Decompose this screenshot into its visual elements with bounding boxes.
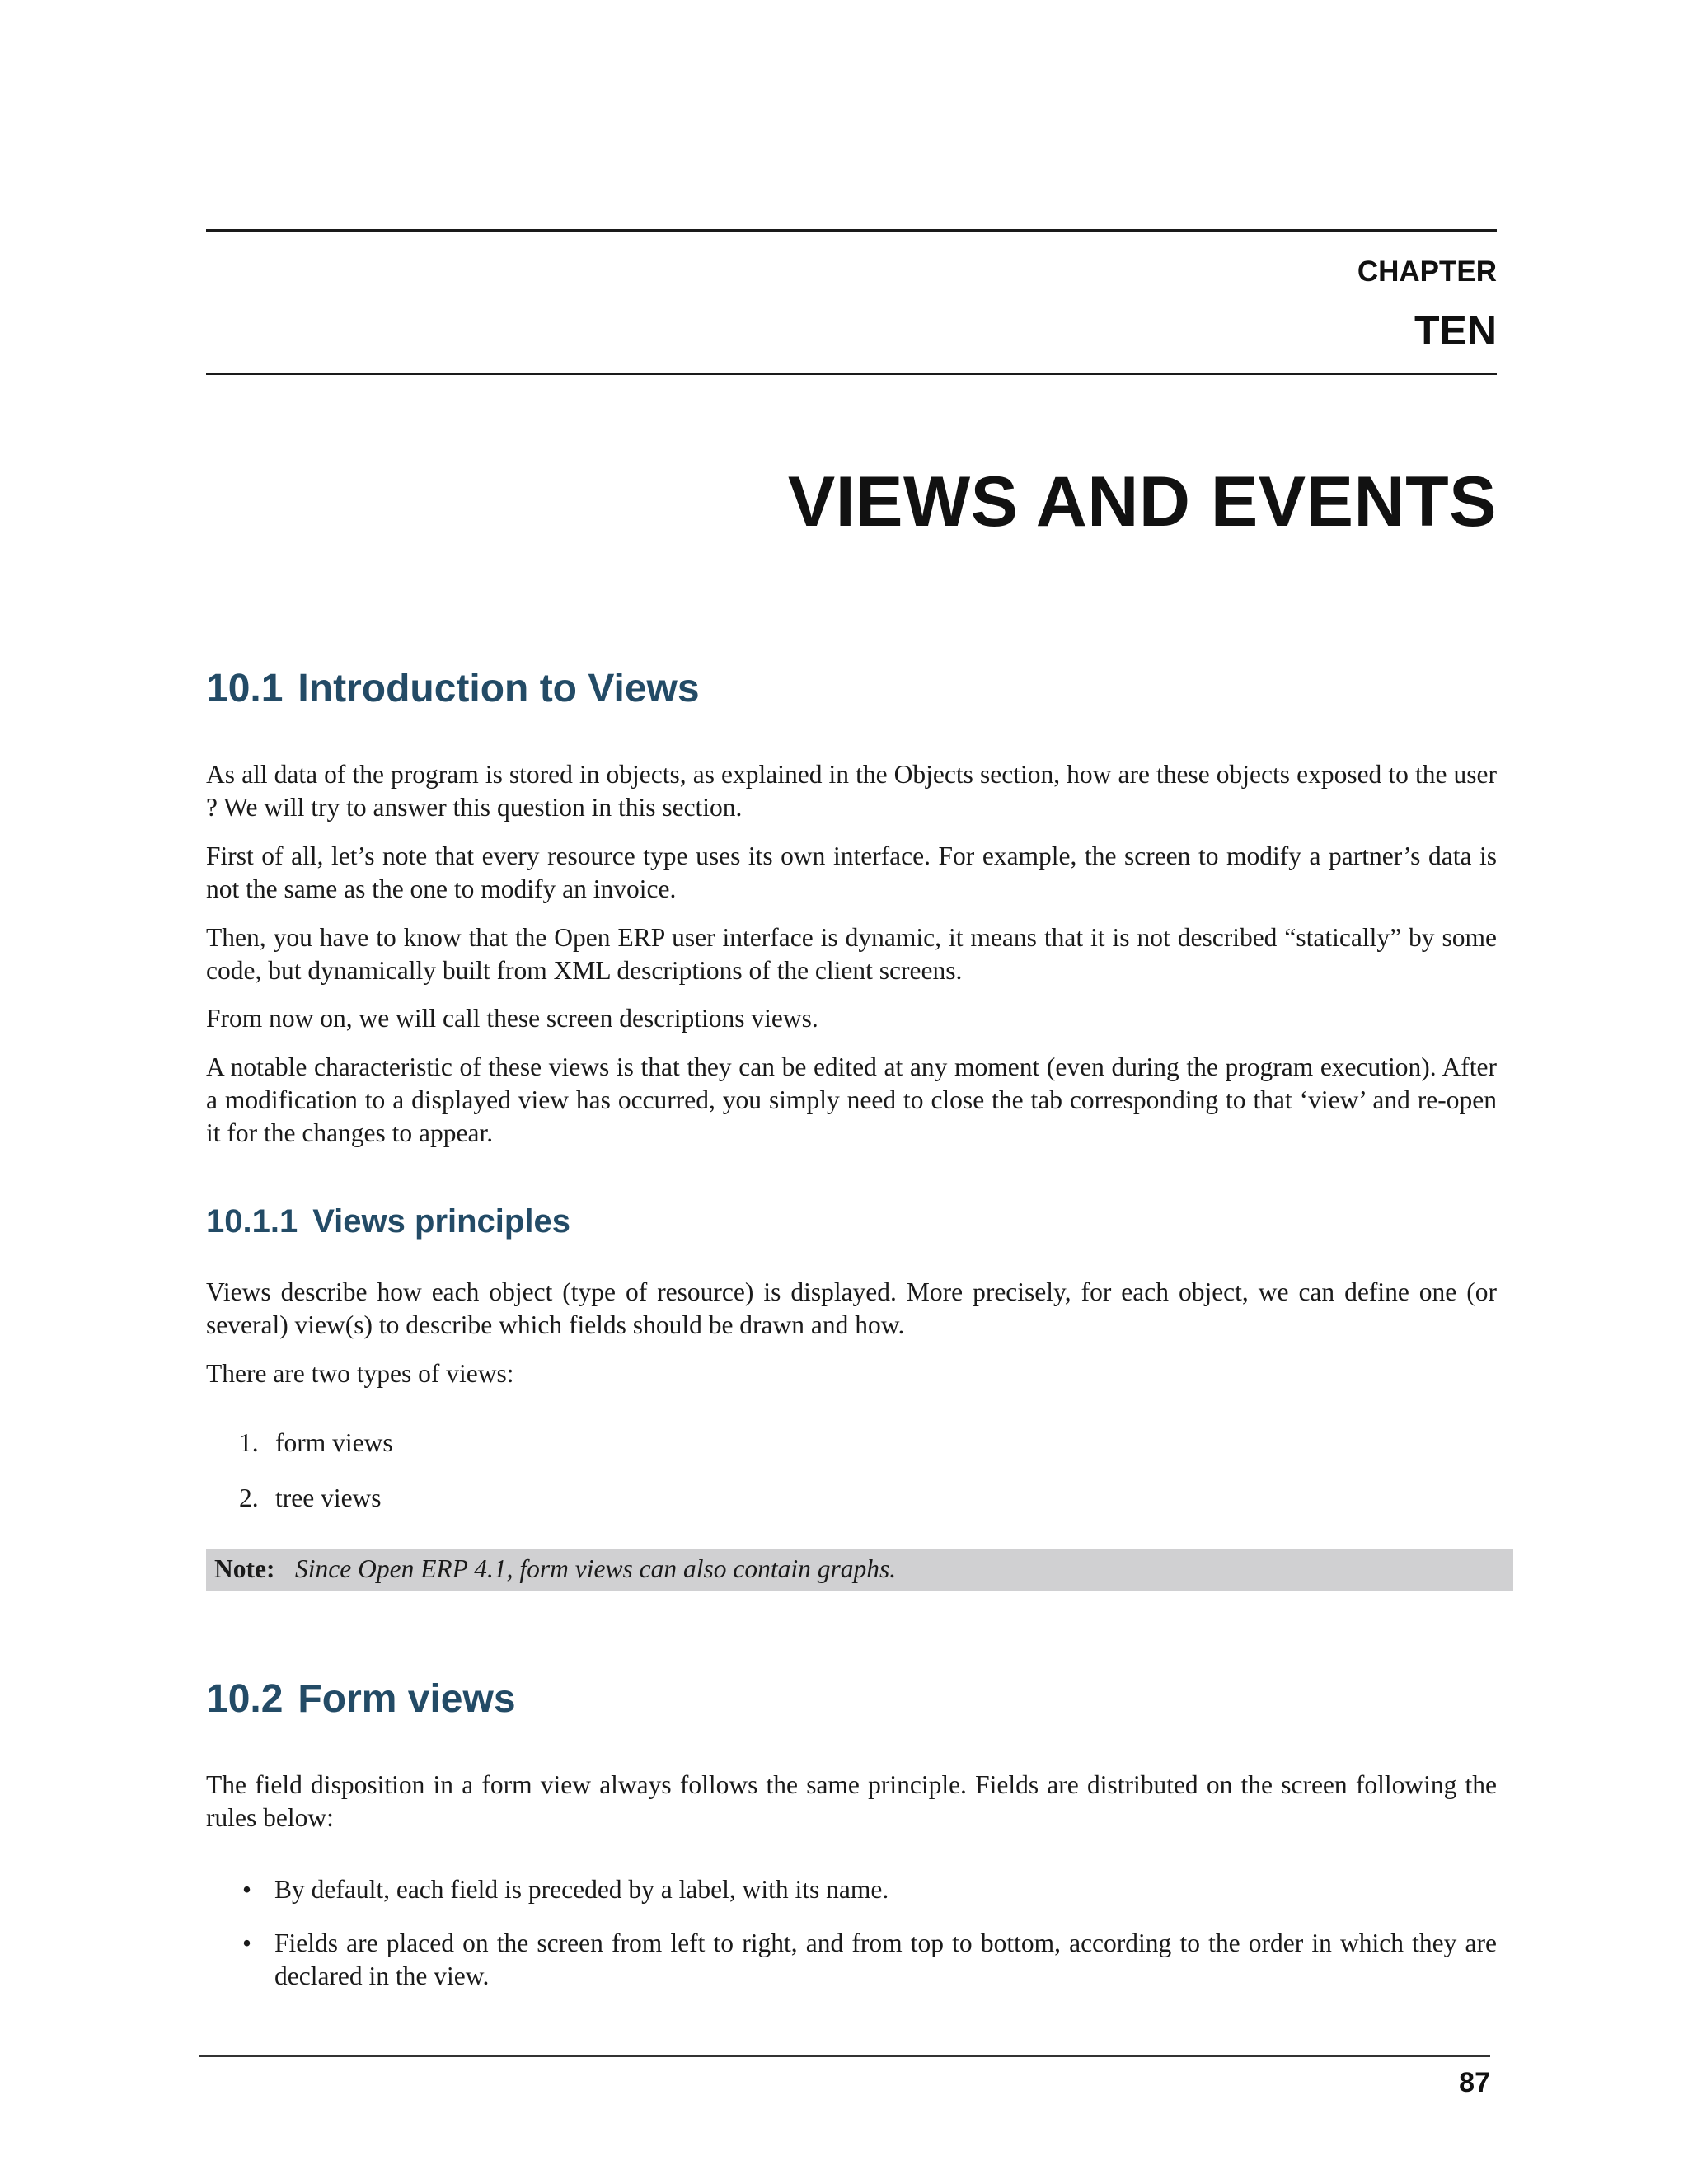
section-number: 10.1 xyxy=(206,667,284,710)
section-number: 10.1.1 xyxy=(206,1203,298,1240)
paragraph: First of all, let’s note that every resource type uses its own interface. For example, the screen to modify a partner’s data is not the same as the one to modify an invoice. xyxy=(206,841,1497,903)
bullet-item xyxy=(242,1873,1497,1906)
paragraph: From now on, we will call these screen descriptions views. xyxy=(206,1004,818,1033)
list-item-text: form views xyxy=(275,1428,393,1457)
footer-rule xyxy=(199,2055,1490,2057)
bullet-marker: • xyxy=(242,1875,252,1904)
paragraph: Then, you have to know that the Open ERP user interface is dynamic, it means that it is not described “statically” by some code, but dynamically built from XML descriptions of the client screens. xyxy=(206,923,1497,985)
chapter-bottom-rule xyxy=(206,373,1497,375)
note-box xyxy=(206,1549,1513,1591)
paragraph: As all data of the program is stored in objects, as explained in the Objects section, how are these objects exposed to the user ? We will try to answer this question in this section. xyxy=(206,760,1497,822)
list-item xyxy=(239,1427,1497,1460)
list-marker: 2. xyxy=(239,1483,259,1512)
note-text: Since Open ERP 4.1, form views can also contain graphs. xyxy=(295,1554,897,1583)
note-label: Note: xyxy=(214,1554,275,1583)
section-heading-10-1-1 xyxy=(206,1203,570,1240)
section-heading-10-2 xyxy=(206,1676,516,1722)
chapter-title: VIEWS AND EVENTS xyxy=(787,462,1497,541)
paragraph: A notable characteristic of these views is that they can be edited at any moment (even during the program execution). After a modification to a displayed view has occurred, you simply need to close the tab corresponding to that ‘view’ and re-open it for the changes to appear. xyxy=(206,1052,1497,1147)
bullet-item xyxy=(242,1927,1497,1993)
bullet-marker: • xyxy=(242,1929,252,1957)
bullet-text: By default, each field is preceded by a label, with its name. xyxy=(274,1875,889,1904)
chapter-top-rule xyxy=(206,229,1497,232)
paragraph: Views describe how each object (type of resource) is displayed. More precisely, for each object, we can define one (or several) view(s) to describe which fields should be drawn and how. xyxy=(206,1277,1497,1339)
section-title: Form views xyxy=(298,1677,516,1721)
chapter-label: CHAPTER xyxy=(1357,255,1497,288)
section-heading-10-1 xyxy=(206,666,700,711)
page-number: 87 xyxy=(1459,2067,1490,2098)
list-item xyxy=(239,1482,1497,1515)
section-title: Views principles xyxy=(312,1203,570,1240)
bullet-text: Fields are placed on the screen from left to right, and from top to bottom, according to the order in which they are declared in the view. xyxy=(274,1929,1497,1990)
section-number: 10.2 xyxy=(206,1677,284,1721)
paragraph: The field disposition in a form view always follows the same principle. Fields are distributed on the screen following the rules below: xyxy=(206,1770,1497,1832)
chapter-number: TEN xyxy=(1414,307,1497,354)
list-marker: 1. xyxy=(239,1428,259,1457)
section-title: Introduction to Views xyxy=(298,667,700,710)
paragraph: There are two types of views: xyxy=(206,1359,514,1388)
list-item-text: tree views xyxy=(275,1483,382,1512)
